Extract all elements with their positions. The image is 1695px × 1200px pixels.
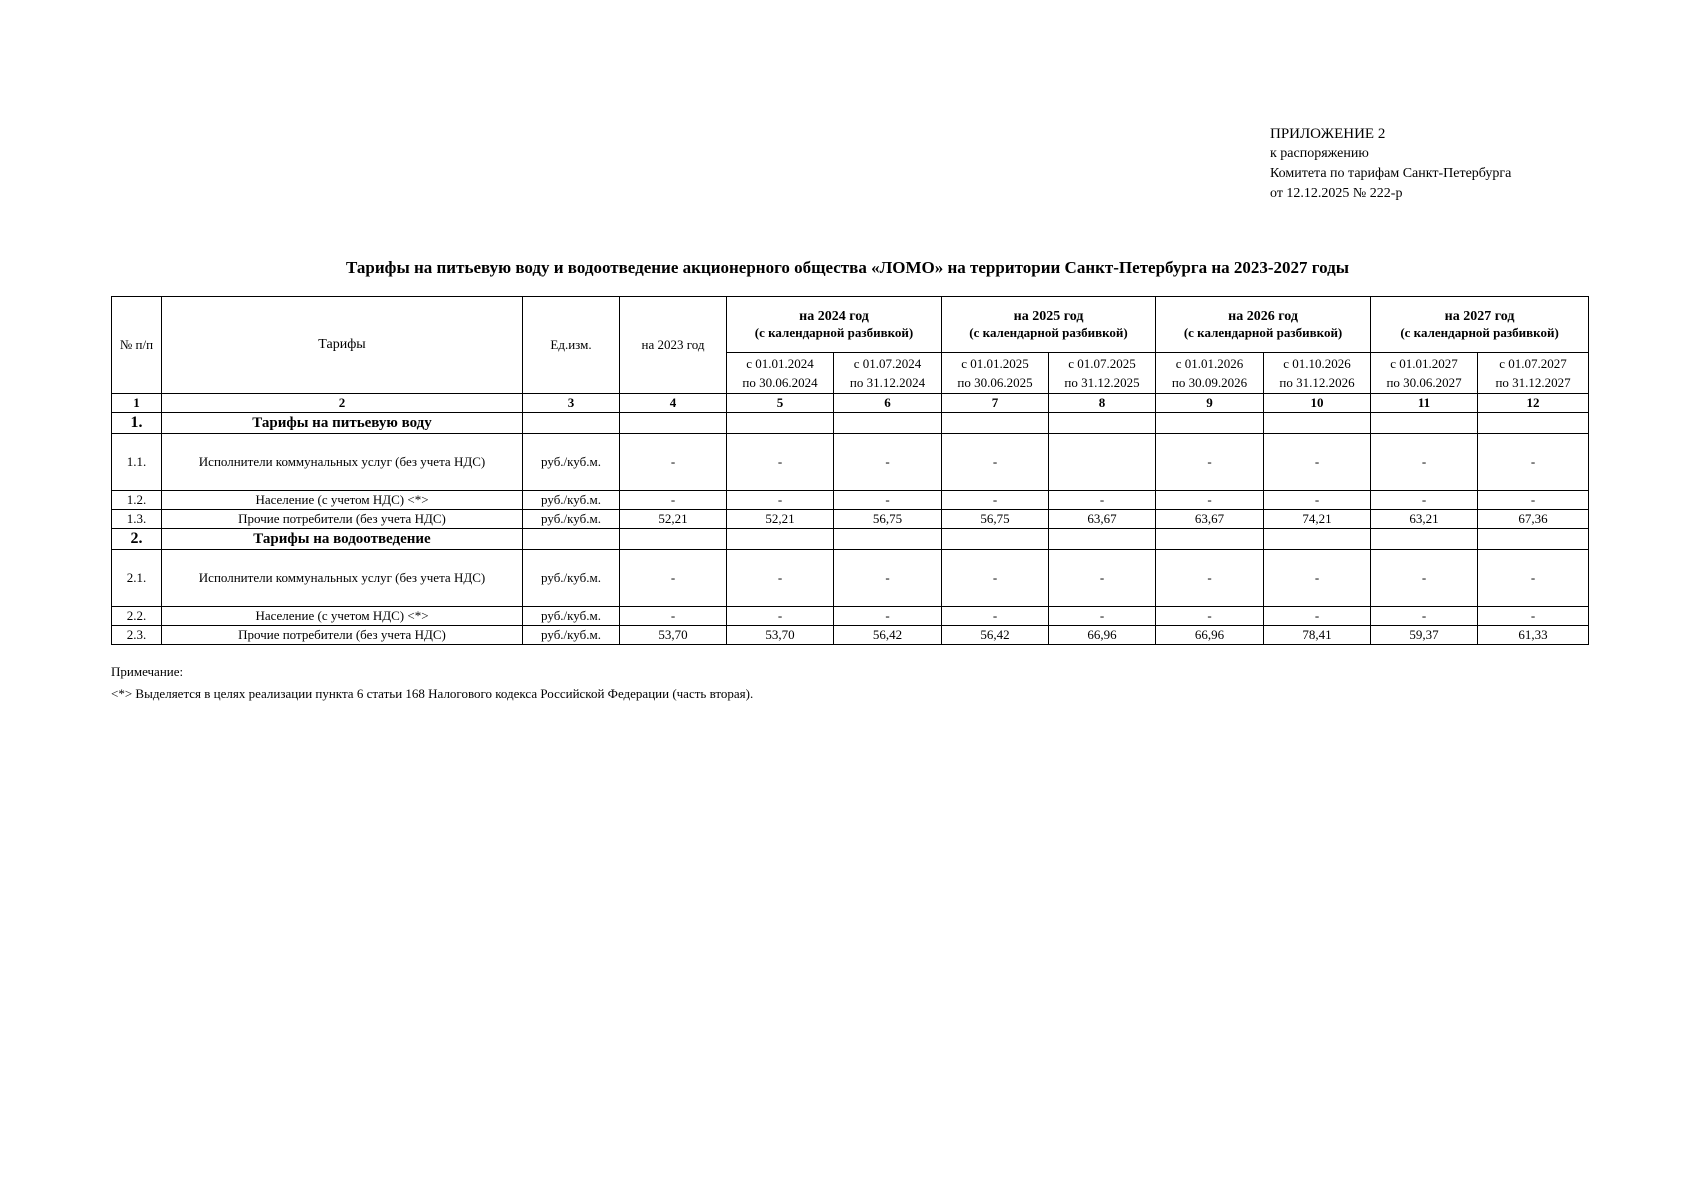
row-value: -: [1478, 434, 1589, 491]
row-number: 1.3.: [112, 510, 162, 529]
period-start: с 01.01.2024: [746, 356, 814, 371]
row-value: -: [1371, 434, 1478, 491]
header-year-2025: [942, 297, 1156, 353]
year-sub: (с календарной разбивкой): [1400, 324, 1559, 340]
row-value: 56,75: [834, 510, 942, 529]
period-end: по 31.12.2025: [1064, 375, 1140, 390]
header-year-2026: [1156, 297, 1371, 353]
row-value: -: [620, 550, 727, 607]
row-unit: руб./куб.м.: [523, 491, 620, 510]
period-2026-1: [1156, 353, 1264, 394]
empty-cell: [1156, 529, 1264, 550]
column-number: 2: [162, 394, 523, 413]
row-value: -: [727, 607, 834, 626]
row-name: Прочие потребители (без учета НДС): [162, 510, 523, 529]
column-number: 10: [1264, 394, 1371, 413]
year-sub: (с календарной разбивкой): [969, 324, 1128, 340]
row-value: -: [1049, 491, 1156, 510]
period-start: с 01.07.2027: [1499, 356, 1567, 371]
header-year-2027: [1371, 297, 1589, 353]
period-start: с 01.01.2025: [961, 356, 1029, 371]
empty-cell: [1371, 529, 1478, 550]
row-value: -: [1156, 607, 1264, 626]
period-2026-2: [1264, 353, 1371, 394]
appendix-line-4: от 12.12.2025 № 222-р: [1270, 186, 1403, 201]
row-value: -: [1371, 491, 1478, 510]
period-end: по 30.06.2027: [1386, 375, 1462, 390]
row-value: -: [942, 434, 1049, 491]
row-value: 63,21: [1371, 510, 1478, 529]
row-value: 56,75: [942, 510, 1049, 529]
period-2024-1: [727, 353, 834, 394]
row-value: 53,70: [727, 626, 834, 645]
row-value: -: [1264, 491, 1371, 510]
period-start: с 01.01.2027: [1390, 356, 1458, 371]
row-number: 2.3.: [112, 626, 162, 645]
column-number: 5: [727, 394, 834, 413]
column-number: 8: [1049, 394, 1156, 413]
empty-cell: [523, 413, 620, 434]
row-value: 63,67: [1049, 510, 1156, 529]
period-2027-2: [1478, 353, 1589, 394]
column-number: 9: [1156, 394, 1264, 413]
section-label: Тарифы на питьевую воду: [162, 413, 523, 434]
period-end: по 31.12.2027: [1495, 375, 1571, 390]
row-name: Исполнители коммунальных услуг (без учета НДС): [162, 434, 523, 491]
row-name: Население (с учетом НДС) <*>: [162, 607, 523, 626]
row-value: -: [1049, 607, 1156, 626]
row-value: 66,96: [1156, 626, 1264, 645]
empty-cell: [1049, 529, 1156, 550]
column-number: 6: [834, 394, 942, 413]
row-value: 52,21: [620, 510, 727, 529]
row-value: 67,36: [1478, 510, 1589, 529]
period-start: с 01.07.2025: [1068, 356, 1136, 371]
header-num: № п/п: [112, 297, 162, 394]
empty-cell: [523, 529, 620, 550]
empty-cell: [942, 529, 1049, 550]
row-name: Исполнители коммунальных услуг (без учета НДС): [162, 550, 523, 607]
header-row-years: [112, 297, 1589, 353]
appendix-title: ПРИЛОЖЕНИЕ 2: [1270, 126, 1386, 142]
row-unit: руб./куб.м.: [523, 510, 620, 529]
appendix-block: [1270, 124, 1511, 204]
row-value: 52,21: [727, 510, 834, 529]
row-value: -: [1156, 550, 1264, 607]
row-value: 56,42: [834, 626, 942, 645]
row-value: -: [1478, 607, 1589, 626]
empty-cell: [1478, 529, 1589, 550]
table-row: [112, 607, 1589, 626]
empty-cell: [1264, 413, 1371, 434]
year-label: на 2027 год: [1444, 308, 1515, 324]
period-end: по 30.09.2026: [1171, 375, 1248, 390]
row-value: 66,96: [1049, 626, 1156, 645]
period-end: по 31.12.2026: [1279, 375, 1355, 390]
year-sub: (с календарной разбивкой): [754, 324, 914, 340]
row-value: -: [1049, 550, 1156, 607]
year-label: на 2024 год: [799, 308, 869, 324]
empty-cell: [620, 529, 727, 550]
row-value: -: [834, 434, 942, 491]
table-row: [112, 626, 1589, 645]
section-number: 1.: [112, 413, 162, 434]
period-end: по 30.06.2024: [742, 375, 818, 390]
year-sub: (с календарной разбивкой): [1183, 324, 1343, 340]
column-number: 1: [112, 394, 162, 413]
column-number: 4: [620, 394, 727, 413]
header-year-2024: [727, 297, 942, 353]
row-value: -: [1478, 491, 1589, 510]
row-value: -: [942, 491, 1049, 510]
row-number: 2.2.: [112, 607, 162, 626]
empty-cell: [834, 413, 942, 434]
row-value: -: [834, 550, 942, 607]
header-tariffs: Тарифы: [162, 297, 523, 394]
row-number: 2.1.: [112, 550, 162, 607]
appendix-line-3: Комитета по тарифам Санкт-Петербурга: [1270, 166, 1512, 181]
row-value: 53,70: [620, 626, 727, 645]
table-row: [112, 550, 1589, 607]
document-title: Тарифы на питьевую воду и водоотведение акционерного общества «ЛОМО» на территории Санкт-Петербурга на 2023-2027 годы: [346, 258, 1349, 277]
header-2023: на 2023 год: [620, 297, 727, 394]
row-value: -: [620, 434, 727, 491]
row-value: -: [1264, 607, 1371, 626]
row-number: 1.1.: [112, 434, 162, 491]
column-number: 12: [1478, 394, 1589, 413]
empty-cell: [834, 529, 942, 550]
empty-cell: [620, 413, 727, 434]
section-number: 2.: [112, 529, 162, 550]
empty-cell: [1478, 413, 1589, 434]
table-row: [112, 434, 1589, 491]
section-row: [112, 413, 1589, 434]
row-value: 56,42: [942, 626, 1049, 645]
period-start: с 01.10.2026: [1283, 356, 1351, 371]
period-2024-2: [834, 353, 942, 394]
column-number: 7: [942, 394, 1049, 413]
empty-cell: [1049, 413, 1156, 434]
row-value: -: [1371, 607, 1478, 626]
row-unit: руб./куб.м.: [523, 607, 620, 626]
row-name: Прочие потребители (без учета НДС): [162, 626, 523, 645]
row-value: -: [1264, 434, 1371, 491]
table-body: [112, 297, 1589, 645]
row-value: -: [942, 550, 1049, 607]
period-2025-2: [1049, 353, 1156, 394]
table-row: [112, 510, 1589, 529]
row-unit: руб./куб.м.: [523, 626, 620, 645]
empty-cell: [942, 413, 1049, 434]
appendix-line-2: к распоряжению: [1270, 146, 1369, 161]
note-text: <*> Выделяется в целях реализации пункта 6 статьи 168 Налогового кодекса Российской Федерации (часть вторая).: [111, 686, 754, 701]
row-unit: руб./куб.м.: [523, 434, 620, 491]
section-label: Тарифы на водоотведение: [162, 529, 523, 550]
row-name: Население (с учетом НДС) <*>: [162, 491, 523, 510]
row-value: -: [727, 434, 834, 491]
year-label: на 2026 год: [1228, 308, 1298, 324]
empty-cell: [1371, 413, 1478, 434]
tariff-table: [111, 296, 1589, 645]
header-unit: Ед.изм.: [523, 297, 620, 394]
row-value: -: [1478, 550, 1589, 607]
period-start: с 01.07.2024: [853, 356, 922, 371]
period-2025-1: [942, 353, 1049, 394]
row-value: -: [834, 607, 942, 626]
row-value: -: [727, 491, 834, 510]
column-number: 3: [523, 394, 620, 413]
row-value: -: [620, 491, 727, 510]
row-value: -: [834, 491, 942, 510]
column-number: 11: [1371, 394, 1478, 413]
row-value: -: [1156, 434, 1264, 491]
row-value: 59,37: [1371, 626, 1478, 645]
empty-cell: [1156, 413, 1264, 434]
note-title: Примечание:: [111, 664, 184, 679]
row-value: -: [620, 607, 727, 626]
period-2027-1: [1371, 353, 1478, 394]
row-value: 78,41: [1264, 626, 1371, 645]
empty-cell: [727, 529, 834, 550]
row-value: -: [1371, 550, 1478, 607]
period-end: по 31.12.2024: [849, 375, 926, 390]
row-number: 1.2.: [112, 491, 162, 510]
row-value: 74,21: [1264, 510, 1371, 529]
column-number-row: [112, 394, 1589, 413]
row-unit: руб./куб.м.: [523, 550, 620, 607]
row-value: 63,67: [1156, 510, 1264, 529]
empty-cell: [1264, 529, 1371, 550]
row-value: -: [1264, 550, 1371, 607]
row-value: -: [1156, 491, 1264, 510]
empty-cell: [727, 413, 834, 434]
year-label: на 2025 год: [1013, 308, 1084, 324]
row-value: -: [942, 607, 1049, 626]
section-row: [112, 529, 1589, 550]
row-value: 61,33: [1478, 626, 1589, 645]
row-value: -: [727, 550, 834, 607]
period-start: с 01.01.2026: [1175, 356, 1244, 371]
table-row: [112, 491, 1589, 510]
row-value: [1049, 434, 1156, 491]
period-end: по 30.06.2025: [957, 375, 1033, 390]
